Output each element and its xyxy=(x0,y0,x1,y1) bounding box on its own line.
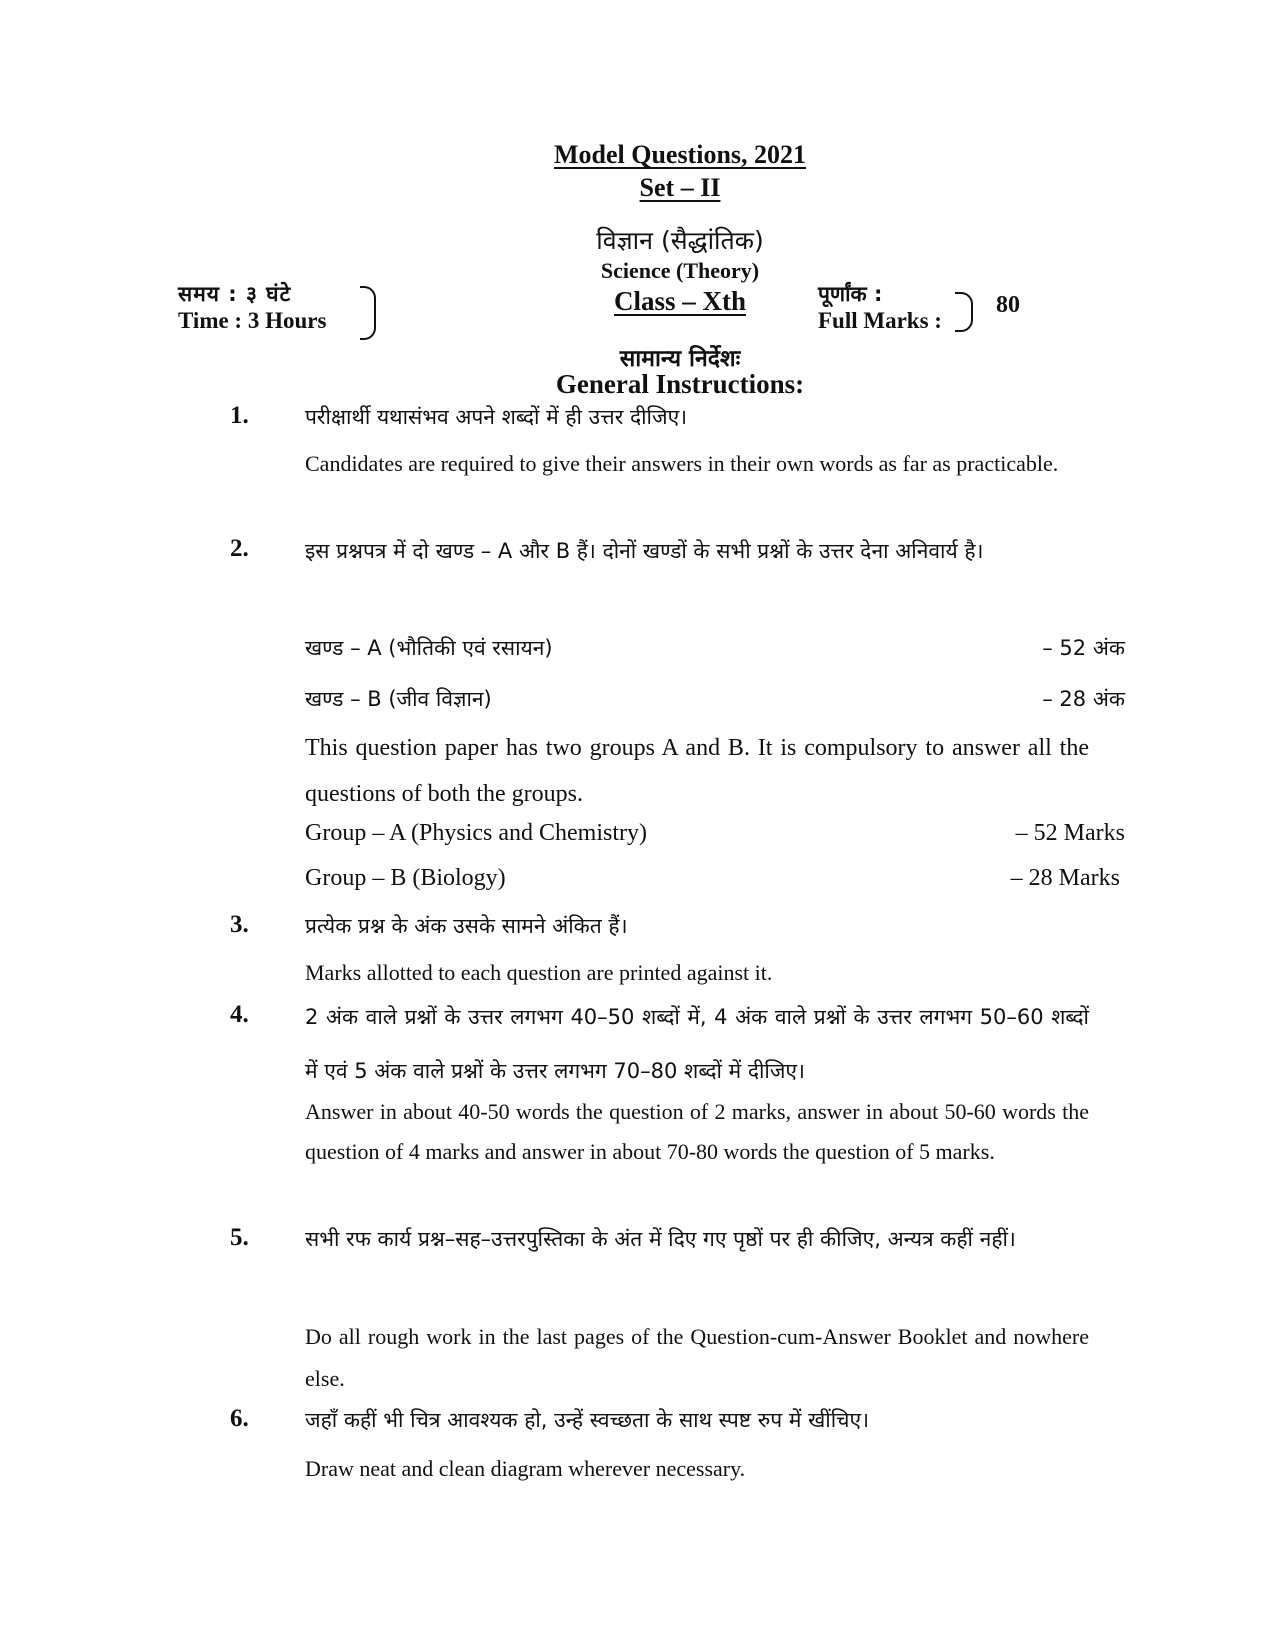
instruction-number: 4. xyxy=(230,1001,249,1028)
group-label: खण्ड – B (जीव विज्ञान) xyxy=(305,687,492,711)
group-label: Group – B (Biology) xyxy=(305,865,506,891)
group-marks: – 28 अंक xyxy=(1042,687,1125,711)
time-hindi: समय : ३ घंटे xyxy=(178,282,292,306)
group-label: Group – A (Physics and Chemistry) xyxy=(305,820,647,846)
marks-brace xyxy=(955,292,973,332)
instruction-hindi: परीक्षार्थी यथासंभव अपने शब्दों में ही उत्तर दीजिए। xyxy=(305,405,688,429)
instruction-number: 6. xyxy=(230,1405,249,1432)
marks-english: Full Marks : xyxy=(818,308,942,333)
full-marks-value: 80 xyxy=(996,292,1020,318)
marks-hindi: पूर्णांक : xyxy=(818,282,883,306)
group-row-hindi xyxy=(305,685,1125,713)
class-label: Class – Xth xyxy=(613,286,747,316)
instruction-number: 1. xyxy=(230,402,249,429)
instruction-english: Candidates are required to give their answers in their own words as far as practicable. xyxy=(305,451,1059,476)
time-brace xyxy=(360,286,376,340)
instructions-heading-hindi: सामान्य निर्देशः xyxy=(619,346,741,372)
instruction-hindi: जहाँ कहीं भी चित्र आवश्यक हो, उन्हें स्वच्छता के साथ स्पष्ट रुप में खींचिए। xyxy=(305,1408,870,1432)
instruction-number: 5. xyxy=(230,1224,249,1251)
paper-title: Model Questions, 2021 xyxy=(553,140,807,169)
instructions-heading-english: General Instructions: xyxy=(555,369,805,399)
instruction-english: Marks allotted to each question are printed against it. xyxy=(305,960,773,985)
instruction-hindi: इस प्रश्नपत्र में दो खण्ड – A और B हैं। दोनों खण्डों के सभी प्रश्नों के उत्तर देना अनिवार्य है। xyxy=(305,539,984,563)
instruction-number: 3. xyxy=(230,911,249,938)
instruction-hindi: 2 अंक वाले प्रश्नों के उत्तर लगभग 40–50 शब्दों में, 4 अंक वाले प्रश्नों के उत्तर लगभग 50–60 शब्दों में एवं 5 अंक वाले प्रश्नों के उत्तर लगभग 70–80 शब्दों में दीजिए। xyxy=(305,1005,1089,1083)
group-marks: – 52 अंक xyxy=(1042,636,1125,660)
group-row-hindi xyxy=(305,634,1125,662)
group-marks: – 52 Marks xyxy=(1015,820,1125,846)
instruction-hindi: सभी रफ कार्य प्रश्न–सह–उत्तरपुस्तिका के अंत में दिए गए पृष्ठों पर ही कीजिए, अन्यत्र कहीं नहीं। xyxy=(305,1227,1016,1251)
instruction-number: 2. xyxy=(230,535,249,562)
group-row-english xyxy=(305,820,1125,847)
group-marks: – 28 Marks xyxy=(1010,865,1120,891)
instruction-english: Draw neat and clean diagram wherever necessary. xyxy=(305,1456,746,1481)
group-label: खण्ड – A (भौतिकी एवं रसायन) xyxy=(305,636,553,660)
instruction-english: Answer in about 40-50 words the question of 2 marks, answer in about 50-60 words the question of 4 marks and answer in about 70-80 words the question of 5 marks. xyxy=(305,1099,1089,1164)
instruction-english: This question paper has two groups A and B. It is compulsory to answer all the questions of both the groups. xyxy=(305,735,1089,807)
subject-english: Science (Theory) xyxy=(600,258,760,283)
instruction-english: Do all rough work in the last pages of the Question-cum-Answer Booklet and nowhere else. xyxy=(305,1324,1089,1391)
instruction-hindi: प्रत्येक प्रश्न के अंक उसके सामने अंकित हैं। xyxy=(305,914,628,938)
time-english: Time : 3 Hours xyxy=(178,308,327,333)
subject-hindi: विज्ञान (सैद्धांतिक) xyxy=(596,226,764,255)
group-row-english xyxy=(305,865,1125,892)
set-label: Set – II xyxy=(639,173,721,202)
